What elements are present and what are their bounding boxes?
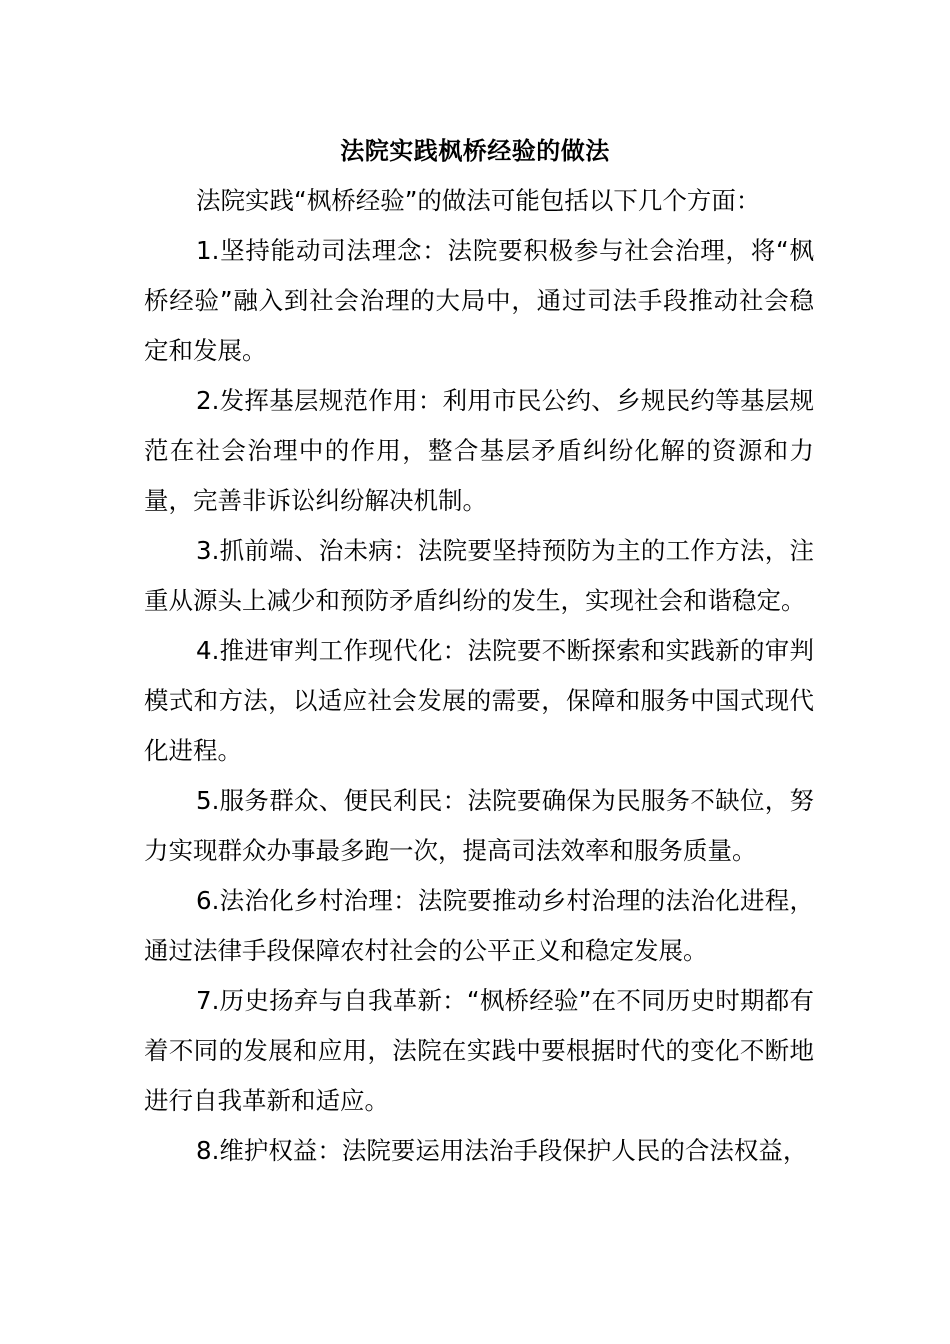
intro-paragraph: 法院实践“枫桥经验”的做法可能包括以下几个方面： [196, 186, 761, 215]
list-item: 1.坚持能动司法理念：法院要积极参与社会治理，将“枫桥经验”融入到社会治理的大局中，通过司法手段推动社会稳定和发展。 [144, 236, 814, 365]
document-title: 法院实践枫桥经验的做法 [340, 137, 610, 165]
list-item: 5.服务群众、便民利民：法院要确保为民服务不缺位，努力实现群众办事最多跑一次，提高司法效率和服务质量。 [144, 786, 814, 865]
list-item: 8.维护权益：法院要运用法治手段保护人民的合法权益， [196, 1136, 808, 1165]
list-item: 6.法治化乡村治理：法院要推动乡村治理的法治化进程，通过法律手段保障农村社会的公平正义和稳定发展。 [144, 886, 814, 965]
list-item: 3.抓前端、治未病：法院要坚持预防为主的工作方法，注重从源头上减少和预防矛盾纠纷的发生，实现社会和谐稳定。 [144, 536, 814, 615]
list-item: 7.历史扬弃与自我革新：“枫桥经验”在不同历史时期都有着不同的发展和应用，法院在实践中要根据时代的变化不断地进行自我革新和适应。 [144, 986, 814, 1115]
list-item: 2.发挥基层规范作用：利用市民公约、乡规民约等基层规范在社会治理中的作用，整合基层矛盾纠纷化解的资源和力量，完善非诉讼纠纷解决机制。 [144, 386, 814, 515]
list-item: 4.推进审判工作现代化：法院要不断探索和实践新的审判模式和方法，以适应社会发展的需要，保障和服务中国式现代化进程。 [144, 636, 814, 765]
document-body [144, 176, 814, 1176]
